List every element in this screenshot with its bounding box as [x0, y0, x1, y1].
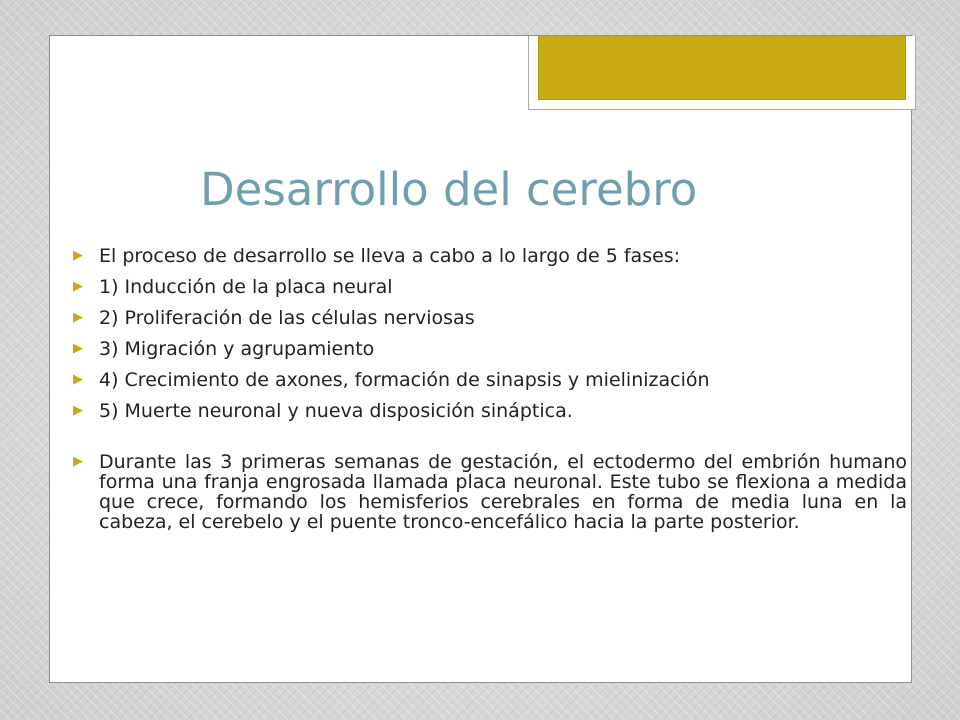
bullet-arrow-icon: ▶	[73, 248, 83, 263]
bullet-text: 3) Migración y agrupamiento	[99, 338, 375, 360]
bullet-item	[73, 308, 907, 328]
accent-block	[538, 36, 906, 100]
bullet-item	[73, 277, 907, 297]
slide-title: Desarrollo del cerebro	[200, 163, 698, 216]
bullet-arrow-icon: ▶	[73, 372, 83, 387]
bullet-arrow-icon: ▶	[73, 403, 83, 418]
bullet-text: Durante las 3 primeras semanas de gestación, el ectodermo del embrión humano forma una franja engrosada llamada placa neuronal. Este tubo se flexiona a medida que crece, formando los hemisferios cerebrales en forma de media luna en la cabeza, el cerebelo y el puente tronco-encefálico hacia la parte posterior.	[99, 451, 907, 533]
bullet-arrow-icon: ▶	[73, 454, 83, 469]
bullet-arrow-icon: ▶	[73, 310, 83, 325]
accent-frame	[528, 36, 916, 110]
bullet-item	[73, 339, 907, 359]
bullet-item	[73, 246, 907, 266]
bullet-text: 1) Inducción de la placa neural	[99, 276, 393, 298]
bullet-item	[73, 401, 907, 421]
bullet-text: 2) Proliferación de las células nerviosas	[99, 307, 475, 329]
bullet-text: 5) Muerte neuronal y nueva disposición sináptica.	[99, 400, 573, 422]
bullet-text: El proceso de desarrollo se lleva a cabo a lo largo de 5 fases:	[99, 245, 681, 267]
bullet-item	[73, 370, 907, 390]
bullet-arrow-icon: ▶	[73, 341, 83, 356]
bullet-item	[73, 452, 907, 532]
bullet-text: 4) Crecimiento de axones, formación de sinapsis y mielinización	[99, 369, 710, 391]
bullet-list	[73, 246, 907, 543]
bullet-arrow-icon: ▶	[73, 279, 83, 294]
